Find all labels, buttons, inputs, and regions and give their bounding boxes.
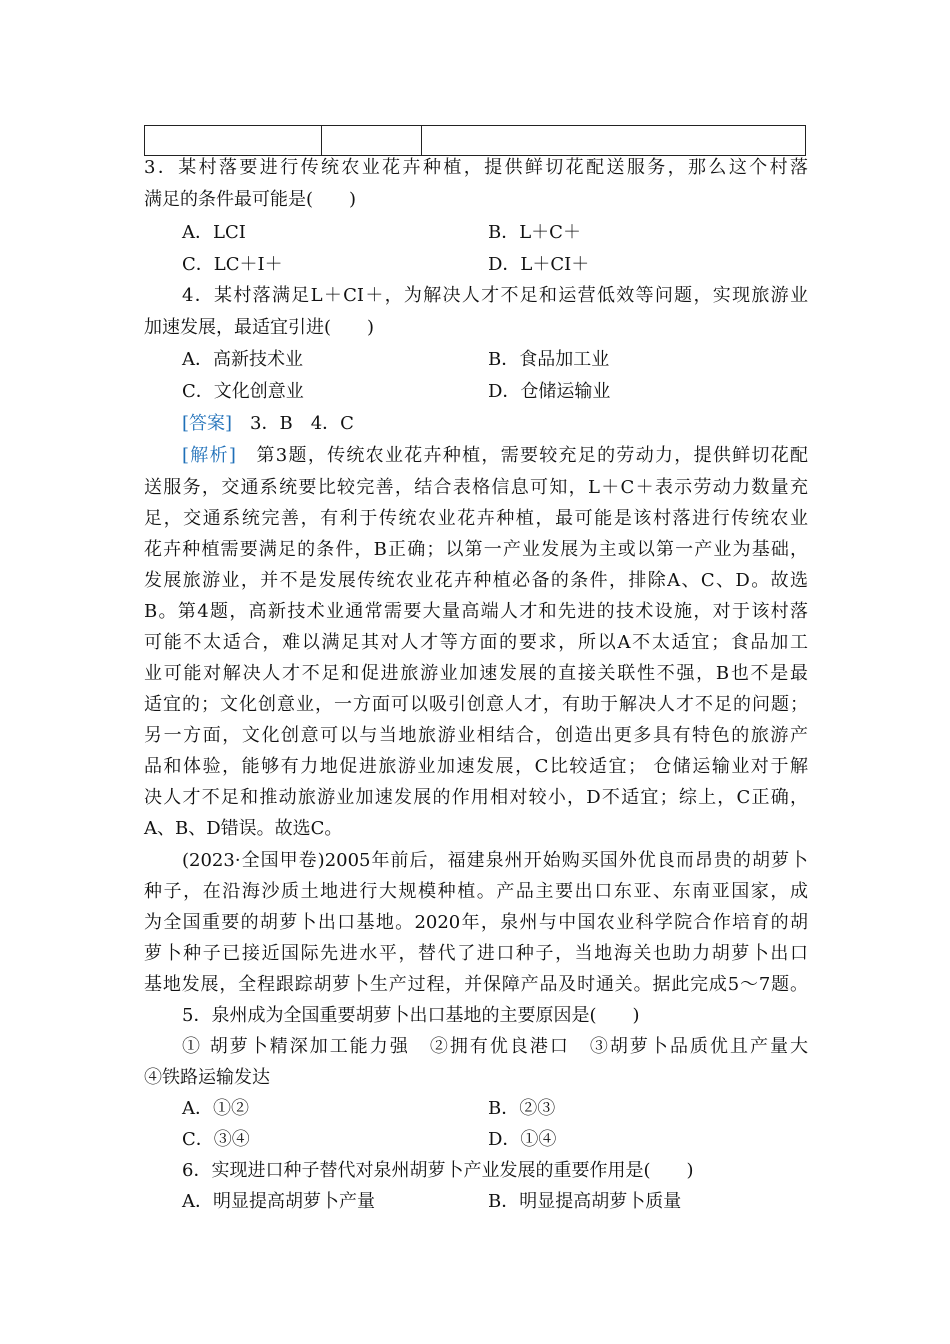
q3-option-d: D．L＋CI＋ (488, 254, 590, 275)
table-column-divider (321, 126, 322, 155)
material-line: 萝卜种子已接近国际先进水平，替代了进口种子，当地海关也助力胡萝卜出口 (144, 943, 808, 964)
analysis-line: B。第4题，高新技术业通常需要大量高端人才和先进的技术设施，对于该村落 (144, 601, 808, 622)
analysis-tag: [解析] (182, 445, 236, 466)
q4-stem-line2: 加速发展，最适宜引进( ) (144, 317, 375, 338)
q6-option-a: A．明显提高胡萝卜产量 (182, 1191, 375, 1212)
analysis-line: 适宜的；文化创意业，一方面可以吸引创意人才，有助于解决人才不足的问题； (144, 694, 808, 715)
q3-option-b: B．L＋C＋ (488, 222, 581, 243)
q3-stem-line1: 3．某村落要进行传统农业花卉种植，提供鲜切花配送服务，那么这个村落 (144, 157, 808, 178)
table-fragment (144, 125, 806, 156)
analysis-line: 花卉种植需要满足的条件，B正确；以第一产业发展为主或以第一产业为基础， (144, 539, 808, 560)
material-source: (2023·全国甲卷) (182, 850, 325, 871)
analysis-line: 足，交通系统完善，有利于传统农业花卉种植，最可能是该村落进行传统农业 (144, 508, 808, 529)
q5-stem: 5．泉州成为全国重要胡萝卜出口基地的主要原因是( ) (182, 1005, 640, 1026)
material-line: 种子，在沿海沙质土地进行大规模种植。产品主要出口东亚、东南亚国家，成 (144, 881, 808, 902)
answer-line (182, 413, 354, 435)
material-line: 基地发展，全程跟踪胡萝卜生产过程，并保障产品及时通关。据此完成5～7题。 (144, 974, 808, 995)
q5-items-line1: ① 胡萝卜精深加工能力强 ②拥有优良港口 ③胡萝卜品质优且产量大 (182, 1036, 808, 1057)
q5-option-d: D．①④ (488, 1129, 557, 1150)
q3-option-a: A．LCI (182, 222, 246, 243)
analysis-line: 决人才不足和推动旅游业加速发展的作用相对较小，D不适宜；综上，C正确， (144, 787, 808, 808)
table-column-divider (421, 126, 422, 155)
q5-option-c: C．③④ (182, 1129, 250, 1150)
analysis-line: A、B、D错误。故选C。 (144, 818, 343, 839)
q4-option-a: A．高新技术业 (182, 349, 303, 370)
q4-option-c: C．文化创意业 (182, 381, 304, 402)
answer-tag: [答案] (182, 413, 233, 434)
analysis-line: 业可能对解决人才不足和促进旅游业加速发展的直接关联性不强，B也不是最 (144, 663, 808, 684)
q5-option-a: A．①② (182, 1098, 249, 1119)
q6-stem: 6．实现进口种子替代对泉州胡萝卜产业发展的重要作用是( ) (182, 1160, 694, 1181)
q4-stem-line1: 4．某村落满足L＋CI＋，为解决人才不足和运营低效等问题，实现旅游业 (182, 285, 808, 306)
analysis-line: 送服务，交通系统要比较完善，结合表格信息可知，L＋C＋表示劳动力数量充 (144, 477, 808, 498)
q5-items-line2: ④铁路运输发达 (144, 1067, 270, 1088)
analysis-line: 发展旅游业，并不是发展传统农业花卉种植必备的条件，排除A、C、D。故选 (144, 570, 808, 591)
q6-option-b: B．明显提高胡萝卜质量 (488, 1191, 682, 1212)
answer-text: 3．B 4．C (232, 413, 354, 434)
q4-option-b: B．食品加工业 (488, 349, 610, 370)
analysis-line: 可能不太适合，难以满足其对人才等方面的要求，所以A不太适宜；食品加工 (144, 632, 808, 653)
material-line-1: (2023·全国甲卷)2005年前后，福建泉州开始购买国外优良而昂贵的胡萝卜 (182, 850, 808, 871)
q5-option-b: B．②③ (488, 1098, 556, 1119)
material-line: 为全国重要的胡萝卜出口基地。2020年，泉州与中国农业科学院合作培育的胡 (144, 912, 808, 933)
analysis-line: 品和体验，能够有力地促进旅游业加速发展，C比较适宜； 仓储运输业对于解 (144, 756, 808, 777)
q3-stem-line2: 满足的条件最可能是( ) (144, 189, 357, 210)
q3-option-c: C．LC＋I＋ (182, 254, 283, 275)
analysis-line-1: [解析] 第3题，传统农业花卉种植，需要较充足的劳动力，提供鲜切花配 (182, 445, 809, 466)
q4-option-d: D．仓储运输业 (488, 381, 611, 402)
analysis-line: 另一方面，文化创意可以与当地旅游业相结合，创造出更多具有特色的旅游产 (144, 725, 808, 746)
